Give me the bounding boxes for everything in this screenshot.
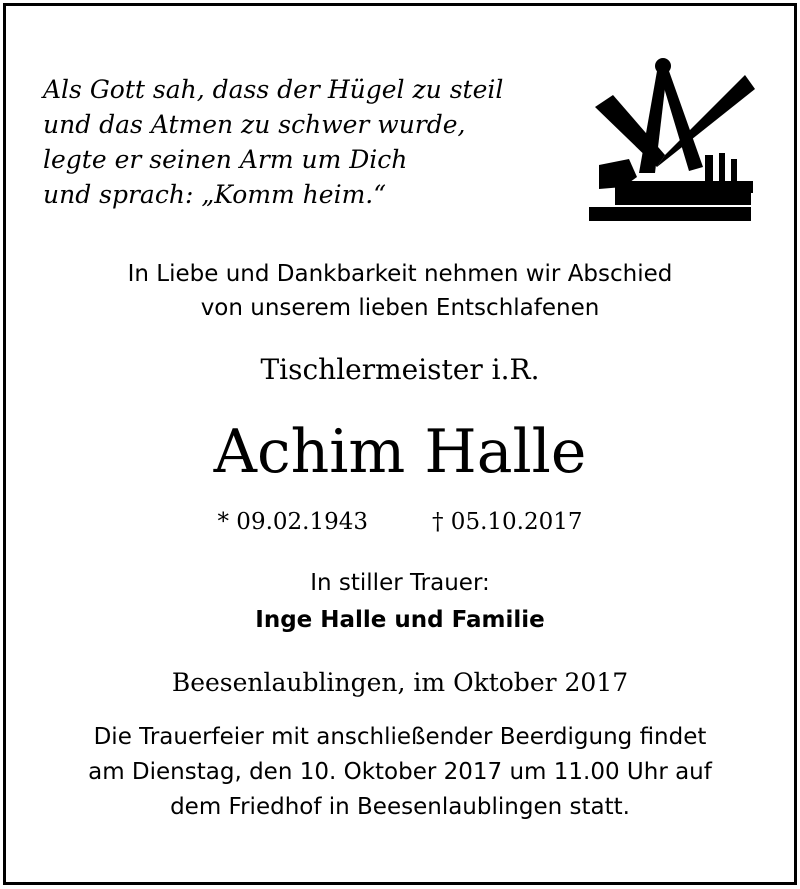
service-line: Die Trauerfeier mit anschließender Beerdigung findet (93, 724, 707, 750)
poem (43, 72, 503, 212)
poem-line: Als Gott sah, dass der Hügel zu steil (43, 75, 504, 104)
death-date: † 05.10.2017 (432, 509, 583, 535)
poem-line: und das Atmen zu schwer wurde, (43, 110, 466, 139)
mourning-family: Inge Halle und Familie (255, 607, 545, 633)
poem-line: legte er seinen Arm um Dich (43, 145, 408, 174)
deceased-name: Achim Halle (213, 417, 587, 487)
birth-date: * 09.02.1943 (217, 509, 368, 535)
intro-line: von unserem lieben Entschlafenen (200, 295, 600, 321)
service-info (0, 720, 800, 825)
service-line: am Dienstag, den 10. Oktober 2017 um 11.00 Uhr auf (88, 759, 712, 785)
carpenter-emblem-icon (585, 55, 755, 225)
intro-line: In Liebe und Dankbarkeit nehmen wir Abschied (127, 261, 673, 287)
mourning-label: In stiller Trauer: (310, 570, 490, 596)
deceased-title: Tischlermeister i.R. (260, 353, 540, 386)
life-dates (0, 506, 800, 538)
service-line: dem Friedhof in Beesenlaublingen statt. (170, 794, 630, 820)
poem-line: und sprach: „Komm heim.“ (43, 180, 387, 209)
intro-text (0, 257, 800, 325)
place-date: Beesenlaublingen, im Oktober 2017 (171, 668, 629, 697)
